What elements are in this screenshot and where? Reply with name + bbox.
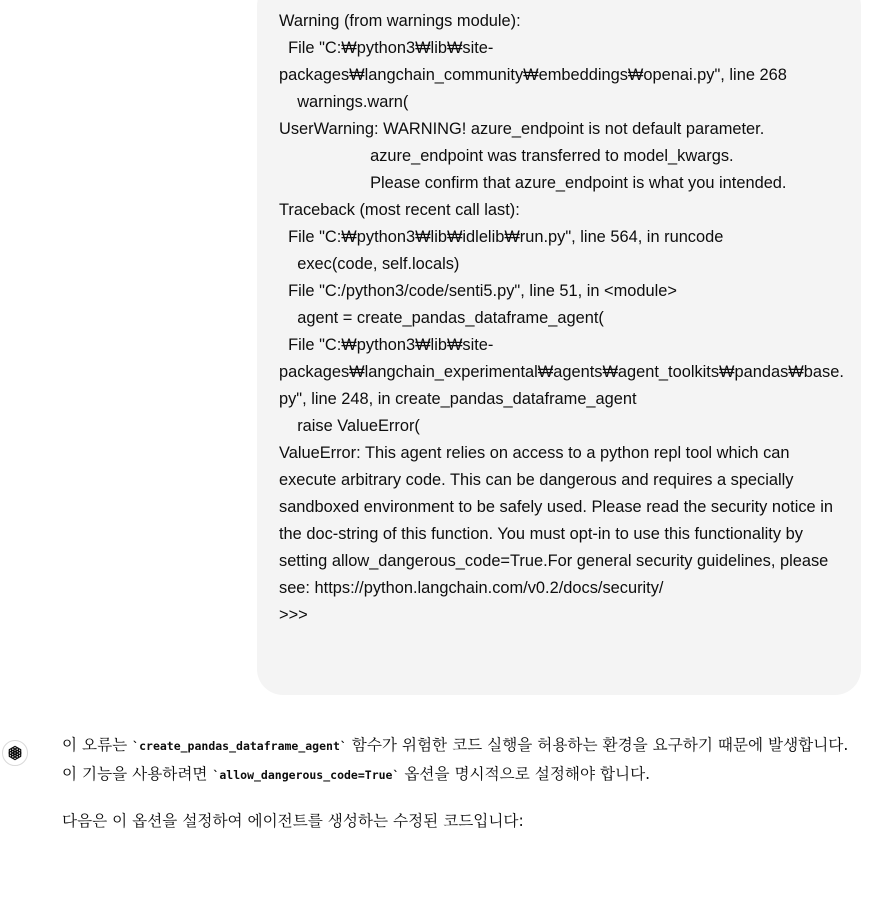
user-message-bubble <box>257 0 861 695</box>
inline-code: `create_pandas_dataframe_agent` <box>132 739 347 753</box>
paragraph-text: 이 오류는 <box>62 736 133 754</box>
user-message-text: Warning (from warnings module): File "C:₩python3₩lib₩site-packages₩langchain_community₩embeddings₩openai.py", line 268 warnings.warn( UserWarning: WARNING! azure_endpoint is not default parameter. azure_endpoint was transferred to model_kwargs. Please confirm that azure_endpoint is what you intended. Traceback (most recent call last): File "C:₩python3₩lib₩idlelib₩run.py", line 564, in runcode exec(code, self.locals) File "C:/python3/code/senti5.py", line 51, in <module> agent = create_pandas_dataframe_agent( File "C:₩python3₩lib₩site-packages₩langchain_experimental₩agents₩agent_toolkits₩pandas₩base.py", line 248, in create_pandas_dataframe_agent raise ValueError( ValueError: This agent relies on access to a python repl tool which can execute arbitrary code. This can be dangerous and requires a specially sandboxed environment to be safely used. Please read the security notice in the doc-string of this function. You must opt-in to use this functionality by setting allow_dangerous_code=True.For general security guidelines, please see: https://python.langchain.com/v0.2/docs/security/ >>> <box>279 12 844 624</box>
openai-logo-icon <box>2 740 28 766</box>
assistant-paragraph-1 <box>62 731 862 789</box>
paragraph-text: 함수가 위험한 코드 실행을 허용하는 환경을 요구하기 때문에 발생합니다. 이 기능을 사용하려면 <box>62 736 849 783</box>
assistant-paragraph-2: 다음은 이 옵션을 설정하여 에이전트를 생성하는 수정된 코드입니다: <box>62 812 524 830</box>
assistant-message-text <box>62 731 862 835</box>
paragraph-text: 옵션을 명시적으로 설정해야 합니다. <box>399 765 651 783</box>
inline-code: `allow_dangerous_code=True` <box>212 768 400 782</box>
